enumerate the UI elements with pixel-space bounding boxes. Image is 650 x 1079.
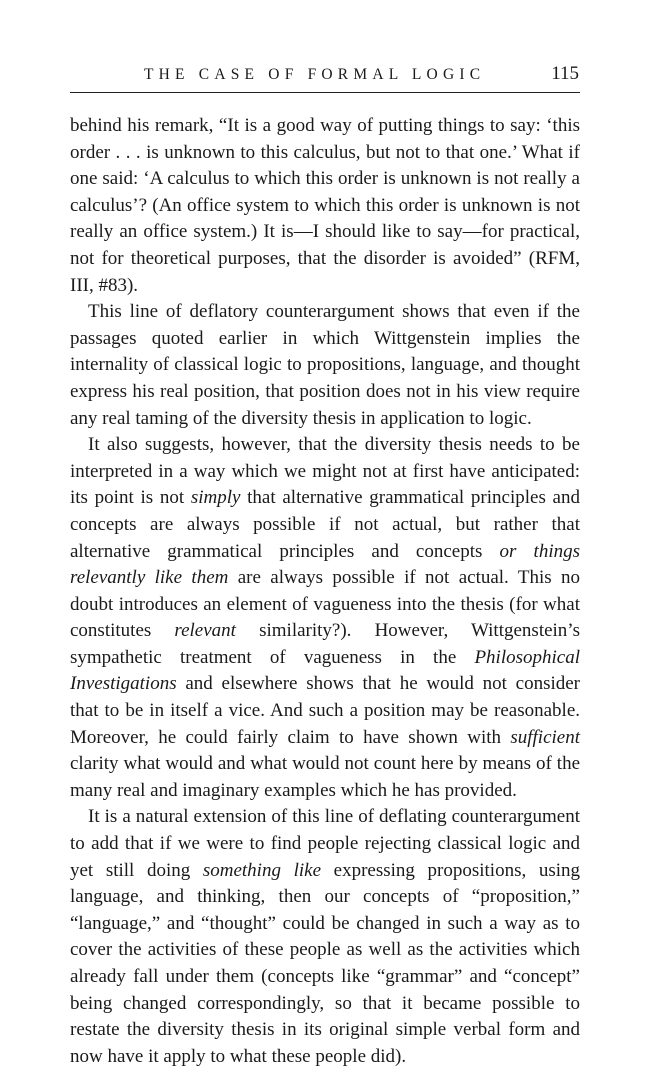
italic-text-run: relevant — [174, 620, 236, 642]
paragraph — [70, 299, 580, 432]
text-run: expressing propositions, using language, and thinking, then our concepts of “proposition,” “language,” and “thought” could be changed in such a way as to cover the activities of these people as well as the activities which already fall under them (concepts like “grammar” and “concept” being changed correspondingly, so that it became possible to restate the diversity thesis in its original simple verbal form and now have it apply to what these people did). — [70, 859, 581, 1067]
running-head: THE CASE OF FORMAL LOGIC — [144, 66, 486, 83]
italic-text-run: sufficient — [510, 726, 580, 748]
italic-text-run: Philosophical Investigations — [70, 646, 580, 695]
paragraph — [70, 113, 580, 299]
page-header — [70, 64, 580, 93]
body-text — [70, 113, 580, 1070]
text-run: clarity what would and what would not count here by means of the many real and imaginary examples which he has provided. — [70, 753, 580, 801]
text-run: similarity?). However, Wittgenstein’s sympathetic treatment of vagueness in the — [70, 620, 580, 668]
text-run: It is a natural extension of this line of deflating counterargument to add that if we were to find people rejecting classical logic and yet still doing — [70, 806, 580, 881]
page-number: 115 — [551, 63, 579, 84]
italic-text-run: something like — [202, 859, 322, 881]
paragraph — [70, 432, 580, 804]
text-run: and elsewhere shows that he would not consider that to be in itself a vice. And such a position may be reasonable. Moreover, he could fairly claim to have shown with — [70, 673, 580, 748]
text-run: It also suggests, however, that the diversity thesis needs to be interpreted in a way which we might not at first have anticipated: its point is not — [70, 434, 580, 509]
text-run: This line of deflatory counterargument shows that even if the passages quoted earlier in which Wittgenstein implies the internality of classical logic to propositions, language, and thought express his real position, that position does not in his view require any real taming of the diversity thesis in application to logic. — [70, 301, 580, 429]
italic-text-run: simply — [190, 487, 241, 509]
italic-text-run: or things relevantly like them — [70, 540, 580, 589]
text-run: behind his remark, “It is a good way of putting things to say: ‘this order . . . is unknown to this calculus, but not to that one.’ What if one said: ‘A calculus to which this order is unknown is not really a calculus’? (An office system to which this order is unknown is not really an office system.) It is—I should like to say—for practical, not for theoretical purposes, that the disorder is avoided” (RFM, III, #83). — [70, 115, 580, 296]
text-run: are always possible if not actual. This no doubt introduces an element of vagueness into the thesis (for what constitutes — [70, 567, 580, 642]
text-run: that alternative grammatical principles and concepts are always possible if not actual, but rather that alternative grammatical principles and concepts — [70, 487, 580, 562]
paragraph — [70, 804, 580, 1070]
